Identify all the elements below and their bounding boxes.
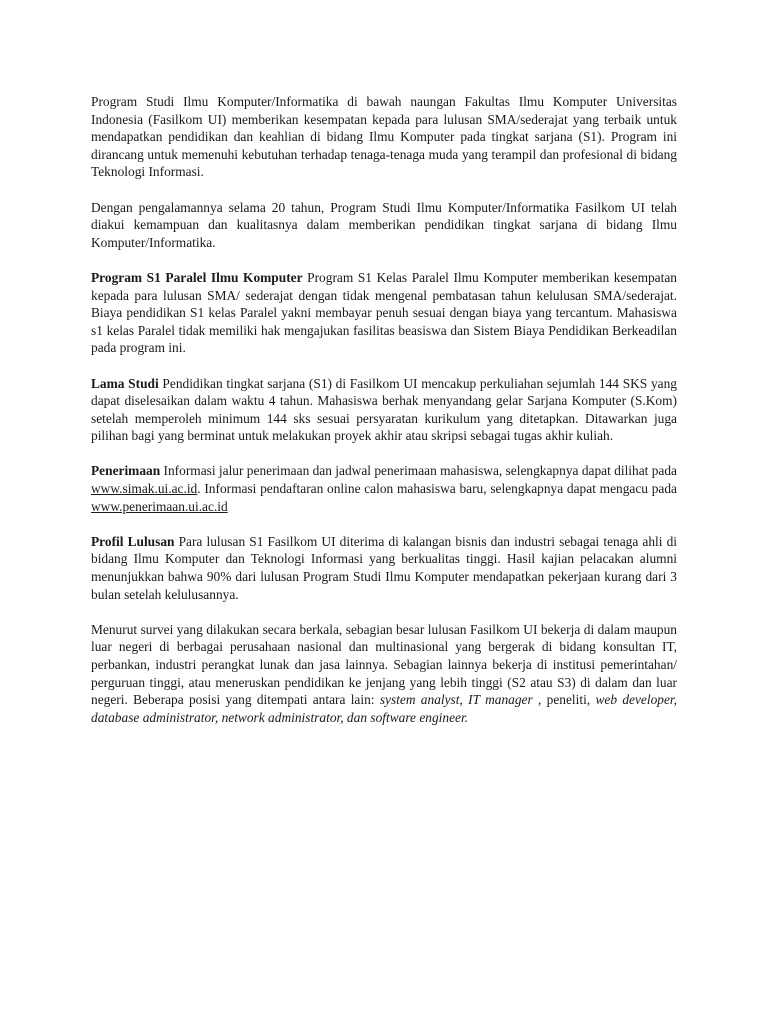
intro-paragraph: Program Studi Ilmu Komputer/Informatika di bawah naungan Fakultas Ilmu Komputer Universitas Indonesia (Fasilkom UI) memberikan kesempatan kepada para lulusan SMA/sederajat yang terbaik untuk mendapatkan pendidikan dan keahlian di bidang Ilmu Komputer pada tingkat sarjana (S1). Program ini dirancang untuk memenuhi kebutuhan terhadap tenaga-tenaga muda yang terampil dan profesional di bidang Teknologi Informasi. <box>91 94 677 180</box>
profil-heading: Profil Lulusan <box>91 533 175 549</box>
profil-body: Para lulusan S1 Fasilkom UI diterima di kalangan bisnis dan industri sebagai tenaga ahli di bidang Ilmu Komputer dan Teknologi Informasi yang berkualitas tinggi. Hasil kajian pelacakan alumni menunjukkan bahwa 90% dari lulusan Program Studi Ilmu Komputer mendapatkan pekerjaan kurang dari 3 bulan setelah kelulusannya. <box>91 533 677 602</box>
survei-roles-2: web developer, database administrator, network administrator, dan software engineer. <box>91 692 677 725</box>
penerimaan-body-2: . Informasi pendaftaran online calon mahasiswa baru, selengkapnya dapat mengacu pada <box>197 481 677 497</box>
survei-paragraph <box>91 621 677 727</box>
penerimaan-link[interactable]: www.penerimaan.ui.ac.id <box>91 498 228 514</box>
paralel-heading: Program S1 Paralel Ilmu Komputer <box>91 269 303 285</box>
profil-paragraph <box>91 533 677 603</box>
penerimaan-paragraph <box>91 462 677 515</box>
survei-body: Menurut survei yang dilakukan secara berkala, sebagian besar lulusan Fasilkom UI bekerja di dalam maupun luar negeri di berbagai perusahaan nasional dan multinasional yang bergerak di bidang konsultan IT, perbankan, industri perangkat lunak dan jasa lainnya. Sebagian lainnya bekerja di institusi pemerintahan/ perguruan tinggi, atau meneruskan pendidikan ke jenjang yang lebih tinggi (S2 atau S3) di dalam dan luar negeri. Beberapa posisi yang ditempati antara lain: <box>91 621 677 708</box>
experience-paragraph: Dengan pengalamannya selama 20 tahun, Program Studi Ilmu Komputer/Informatika Fasilkom UI telah diakui kemampuan dan kualitasnya dalam memberikan pendidikan tingkat sarjana di bidang Ilmu Komputer/Informatika. <box>91 199 677 250</box>
survei-mid: peneliti, <box>541 692 596 708</box>
penerimaan-heading: Penerimaan <box>91 463 161 479</box>
lama-studi-body: Pendidikan tingkat sarjana (S1) di Fasilkom UI mencakup perkuliahan sejumlah 144 SKS yang dapat diselesaikan dalam waktu 4 tahun. Mahasiswa berhak menyandang gelar Sarjana Komputer (S.Kom) setelah memperoleh minimum 144 sks sesuai persyaratan kurikulum yang ditetapkan. Ditawarkan juga pilihan bagi yang berminat untuk melakukan proyek akhir atau skripsi sebagai tugas akhir kuliah. <box>91 375 677 444</box>
survei-roles-1: system analyst, IT manager , <box>379 692 542 708</box>
paralel-paragraph <box>91 269 677 357</box>
lama-studi-paragraph <box>91 375 677 445</box>
penerimaan-body-1: Informasi jalur penerimaan dan jadwal penerimaan mahasiswa, selengkapnya dapat dilihat pada <box>160 463 677 479</box>
paralel-body: Program S1 Kelas Paralel Ilmu Komputer memberikan kesempatan kepada para lulusan SMA/ sederajat dengan tidak mengenal pembatasan tahun kelulusan SMA/sederajat. Biaya pendidikan S1 kelas Paralel yakni membayar penuh sesuai dengan biaya yang tercantum. Mahasiswa s1 kelas Paralel tidak memiliki hak mengajukan fasilitas beasiswa dan Sistem Biaya Pendidikan Berkeadilan pada program ini. <box>91 269 677 356</box>
simak-link[interactable]: www.simak.ui.ac.id <box>91 481 198 497</box>
lama-studi-heading: Lama Studi <box>91 375 159 391</box>
document-page <box>91 93 677 726</box>
